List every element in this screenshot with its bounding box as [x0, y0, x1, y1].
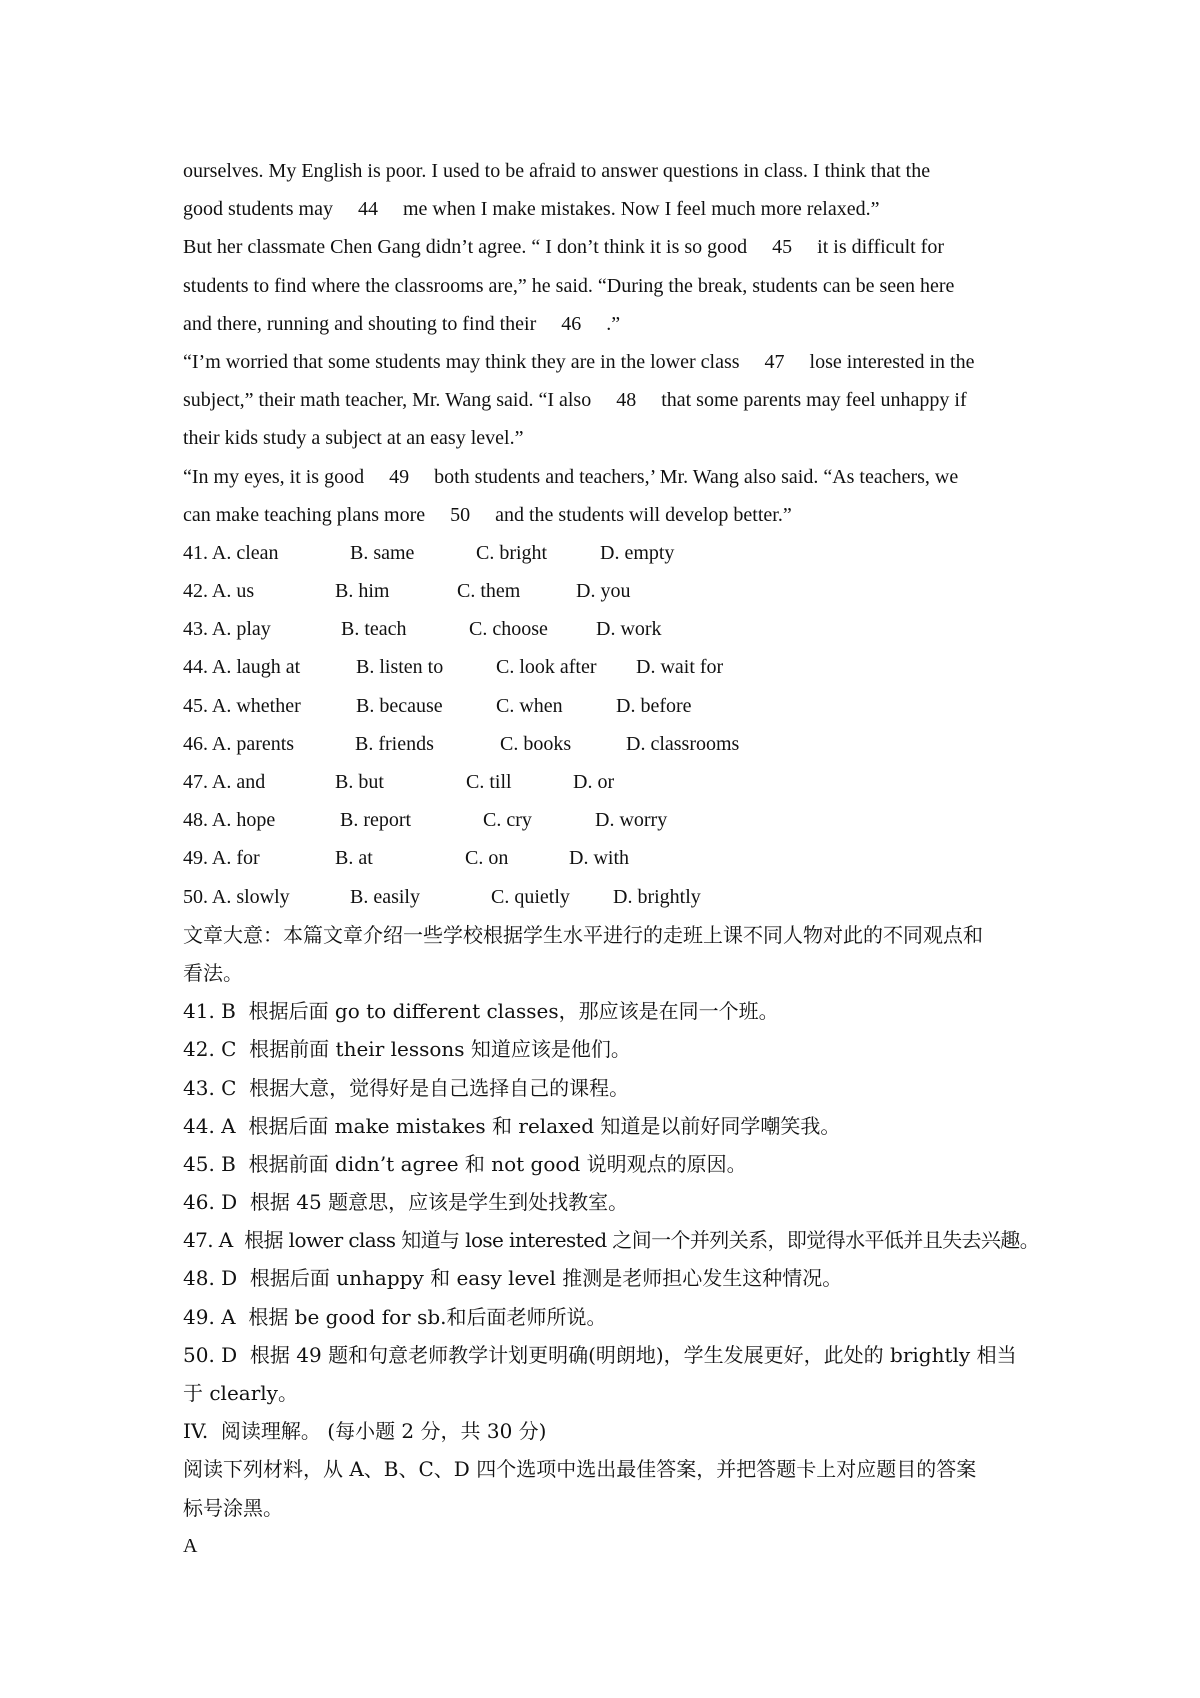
explanation-line: 于 clearly。 [183, 1381, 298, 1405]
explanation-line: 46. D 根据 45 题意思，应该是学生到处找教室。 [183, 1190, 629, 1215]
explanation-line: 48. D 根据后面 unhappy 和 easy level 推测是老师担心发生这种情况。 [183, 1266, 843, 1291]
instructions [183, 1450, 1040, 1526]
option-b: B. listen to [356, 656, 444, 679]
option-d: D. wait for [636, 656, 724, 679]
summary-line: 文章大意：本篇文章介绍一些学校根据学生水平进行的走班上课不同人物对此的不同观点和 [183, 922, 983, 947]
option-d: D. before [616, 694, 692, 717]
option-row-44 [183, 648, 1040, 686]
explanation-line: 42. C 根据前面 their lessons 知道应该是他们。 [183, 1037, 631, 1062]
passage-line: can make teaching plans more 50 and the students will develop better.” [183, 503, 792, 526]
option-a: 41. A. clean [183, 541, 279, 564]
option-a: 42. A. us [183, 580, 255, 603]
option-b: B. report [340, 809, 412, 832]
passage-line: “In my eyes, it is good 49 both students and teachers,’ Mr. Wang also said. “As teachers, we [183, 465, 959, 488]
option-a: 50. A. slowly [183, 885, 290, 908]
passage [183, 152, 1040, 534]
option-b: B. same [350, 541, 415, 564]
explanation-line: 45. B 根据前面 didn’t agree 和 not good 说明观点的原因。 [183, 1151, 747, 1176]
option-row-41 [183, 534, 1040, 572]
option-row-43 [183, 610, 1040, 648]
explanation-line: 50. D 根据 49 题和句意老师教学计划更明确(明朗地)，学生发展更好，此处的 brightly 相当 [183, 1342, 1017, 1367]
section-heading: IV. 阅读理解。 (每小题 2 分，共 30 分) [183, 1419, 547, 1444]
summary-line: 看法。 [183, 960, 243, 985]
option-a: 49. A. for [183, 847, 260, 870]
explanation-line: 44. A 根据后面 make mistakes 和 relaxed 知道是以前好同学嘲笑我。 [183, 1113, 841, 1138]
option-b: B. because [356, 694, 443, 717]
instruction-line: 标号涂黑。 [183, 1495, 283, 1520]
option-a: 46. A. parents [183, 732, 295, 755]
passage-line: students to find where the classrooms are,” he said. “During the break, students can be seen here [183, 274, 955, 297]
option-d: D. classrooms [626, 732, 740, 755]
passage-line: and there, running and shouting to find their 46 .” [183, 312, 621, 335]
option-row-50 [183, 878, 1040, 916]
passage-line: But her classmate Chen Gang didn’t agree. “ I don’t think it is so good 45 it is difficult for [183, 236, 944, 259]
answer-options [183, 534, 1040, 916]
option-a: 44. A. laugh at [183, 656, 301, 679]
option-b: B. at [335, 847, 373, 870]
option-a: 47. A. and [183, 771, 266, 793]
passage-line: “I’m worried that some students may think they are in the lower class 47 lose interested in the [183, 350, 975, 373]
passage-line: their kids study a subject at an easy level.” [183, 427, 524, 450]
option-b: B. teach [341, 618, 407, 641]
option-a: 45. A. whether [183, 694, 301, 717]
option-row-42 [183, 572, 1040, 610]
passage-line: ourselves. My English is poor. I used to be afraid to answer questions in class. I think that the [183, 160, 931, 182]
option-d: D. with [569, 847, 629, 870]
option-c: C. quietly [491, 885, 570, 908]
option-b: B. easily [350, 885, 420, 908]
part-label: A [183, 1534, 198, 1557]
explanation-line: 47. A 根据 lower class 知道与 lose interested 之间一个并列关系，即觉得水平低并且失去兴趣。 [183, 1228, 1040, 1253]
option-c: C. till [466, 771, 512, 793]
option-a: 48. A. hope [183, 809, 276, 832]
explanation-line: 43. C 根据大意，觉得好是自己选择自己的课程。 [183, 1075, 630, 1100]
option-d: D. or [573, 771, 615, 793]
option-row-48 [183, 801, 1040, 839]
answer-explanations [183, 992, 1040, 1412]
option-b: B. but [335, 771, 384, 793]
option-c: C. bright [476, 541, 548, 564]
instruction-line: 阅读下列材料，从 A、B、C、D 四个选项中选出最佳答案，并把答题卡上对应题目的答案 [183, 1457, 977, 1482]
option-c: C. look after [496, 656, 597, 679]
option-d: D. you [576, 580, 631, 603]
option-row-47 [183, 763, 1040, 801]
explanation-line: 41. B 根据后面 go to different classes，那应该是在同一个班。 [183, 999, 779, 1024]
option-b: B. friends [355, 732, 434, 755]
option-c: C. when [496, 694, 563, 717]
option-row-45 [183, 687, 1040, 725]
passage-line: subject,” their math teacher, Mr. Wang said. “I also 48 that some parents may feel unhappy if [183, 389, 967, 412]
option-c: C. on [465, 847, 509, 870]
option-d: D. empty [600, 541, 675, 564]
option-c: C. cry [483, 809, 532, 832]
passage-line: good students may 44 me when I make mistakes. Now I feel much more relaxed.” [183, 198, 880, 221]
option-c: C. them [457, 580, 521, 603]
option-row-46 [183, 725, 1040, 763]
option-b: B. him [335, 580, 390, 603]
option-row-49 [183, 839, 1040, 877]
option-a: 43. A. play [183, 618, 271, 641]
option-d: D. worry [595, 809, 668, 832]
option-c: C. books [500, 732, 572, 755]
option-d: D. brightly [613, 885, 701, 908]
explanation-line: 49. A 根据 be good for sb.和后面老师所说。 [183, 1304, 607, 1329]
option-d: D. work [596, 618, 662, 641]
article-summary [183, 916, 1040, 992]
option-c: C. choose [469, 618, 548, 641]
